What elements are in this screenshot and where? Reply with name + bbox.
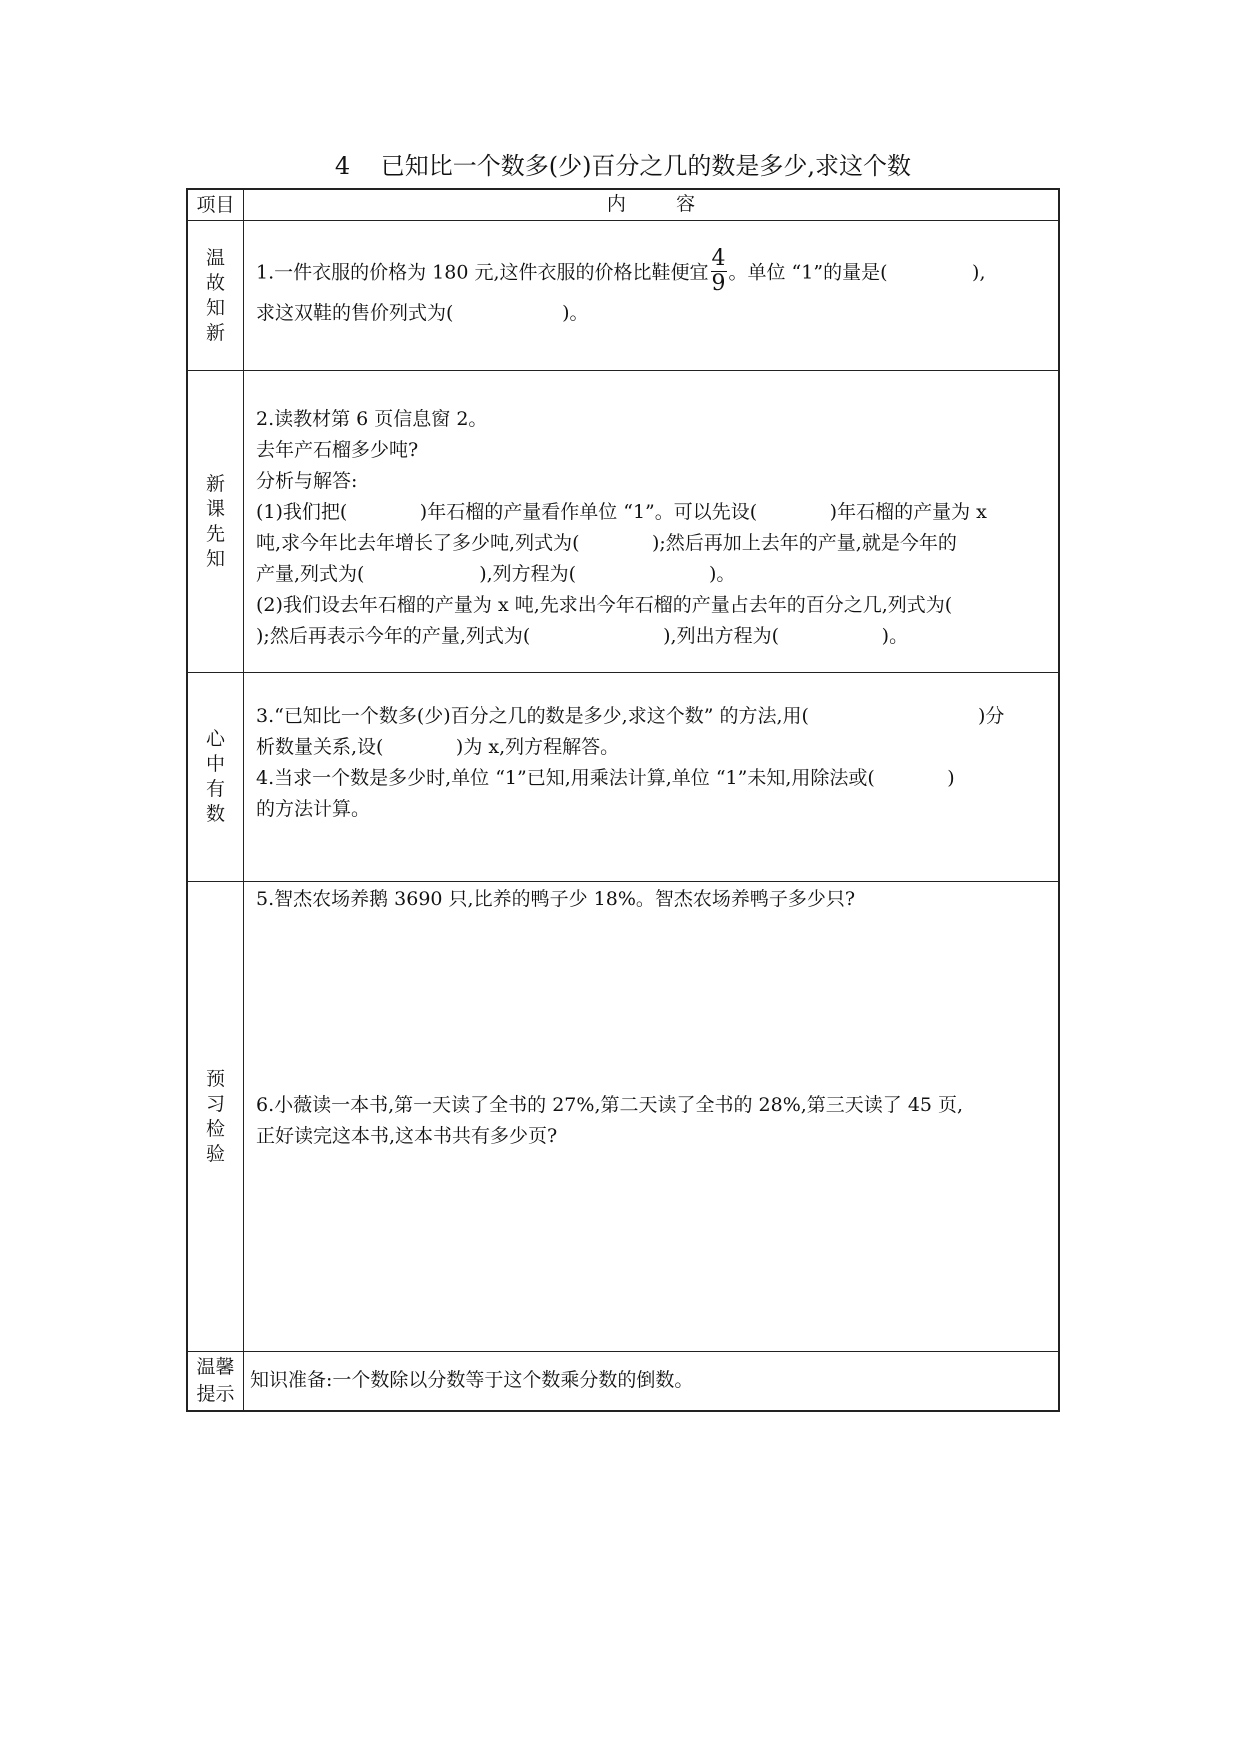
- question-6-line-2: 正好读完这本书,这本书共有多少页?: [256, 1125, 558, 1147]
- text-line: 的方法计算。: [256, 798, 371, 820]
- page-title: 4 已知比一个数多(少)百分之几的数是多少,求这个数: [334, 152, 912, 180]
- header-content: 内 容: [606, 193, 698, 215]
- text-line: 吨,求今年比去年增长了多少吨,列式为( );然后再加上去年的产量,就是今年的: [256, 532, 957, 554]
- row-label-new-lesson: 新课先知: [205, 472, 225, 570]
- row-content-tips: 知识准备:一个数除以分数等于这个数乘分数的倒数。: [250, 1369, 694, 1391]
- text-line: 产量,列式为( ),列方程为( )。: [256, 563, 736, 585]
- question-6-line-1: 6.小薇读一本书,第一天读了全书的 27%,第二天读了全书的 28%,第三天读了 45 页,: [256, 1094, 964, 1116]
- row-content-review: [244, 221, 1058, 370]
- row-content-preview-check: [244, 882, 1058, 1351]
- question-5: 5.智杰农场养鹅 3690 只,比养的鸭子少 18%。智杰农场养鸭子多少只?: [256, 888, 856, 910]
- row-label-review: 温故知新: [205, 246, 225, 344]
- fraction: [711, 247, 727, 296]
- row-label-preview-check: 预习检验: [205, 1067, 225, 1165]
- row-label-tips: 温馨提示: [196, 1356, 235, 1405]
- table-row-tips: [188, 1351, 1058, 1410]
- row-content-key-points: [244, 673, 1058, 881]
- text-line: 分析与解答:: [256, 470, 358, 492]
- text-line: 3.“已知比一个数多(少)百分之几的数是多少,求这个数” 的方法,用( )分: [256, 705, 1005, 727]
- header-label: 项目: [188, 190, 244, 220]
- text-line: 2.读教材第 6 页信息窗 2。: [256, 408, 488, 430]
- text-line: 析数量关系,设( )为 x,列方程解答。: [256, 736, 620, 758]
- table-row-key-points: [188, 672, 1058, 881]
- table-row-review: [188, 220, 1058, 370]
- table-row-preview-check: [188, 881, 1058, 1351]
- table-header-row: [188, 190, 1058, 220]
- question-1-line-2: 求这双鞋的售价列式为( )。: [256, 302, 589, 324]
- text-line: (2)我们设去年石榴的产量为 x 吨,先求出今年石榴的产量占去年的百分之几,列式为(: [256, 594, 953, 616]
- question-6: [256, 1090, 963, 1152]
- text-line: 去年产石榴多少吨?: [256, 439, 419, 461]
- text-line: (1)我们把( )年石榴的产量看作单位 “1”。可以先设( )年石榴的产量为 x: [256, 501, 987, 523]
- fraction-numerator: 4: [711, 246, 726, 271]
- worksheet-table: [186, 188, 1060, 1412]
- table-row-new-lesson: [188, 370, 1058, 672]
- text-line: );然后再表示今年的产量,列式为( ),列出方程为( )。: [256, 625, 909, 647]
- row-label-key-points: 心中有数: [205, 728, 225, 825]
- row-content-new-lesson: [244, 371, 1058, 672]
- question-1-line-1: 1.一件衣服的价格为 180 元,这件衣服的价格比鞋便宜: [256, 261, 709, 284]
- fraction-denominator: 9: [711, 271, 726, 296]
- text-line: 4.当求一个数是多少时,单位 “1”已知,用乘法计算,单位 “1”未知,用除法或( ): [256, 767, 955, 789]
- question-1-line-1b: 。单位 “1”的量是( ),: [728, 261, 986, 284]
